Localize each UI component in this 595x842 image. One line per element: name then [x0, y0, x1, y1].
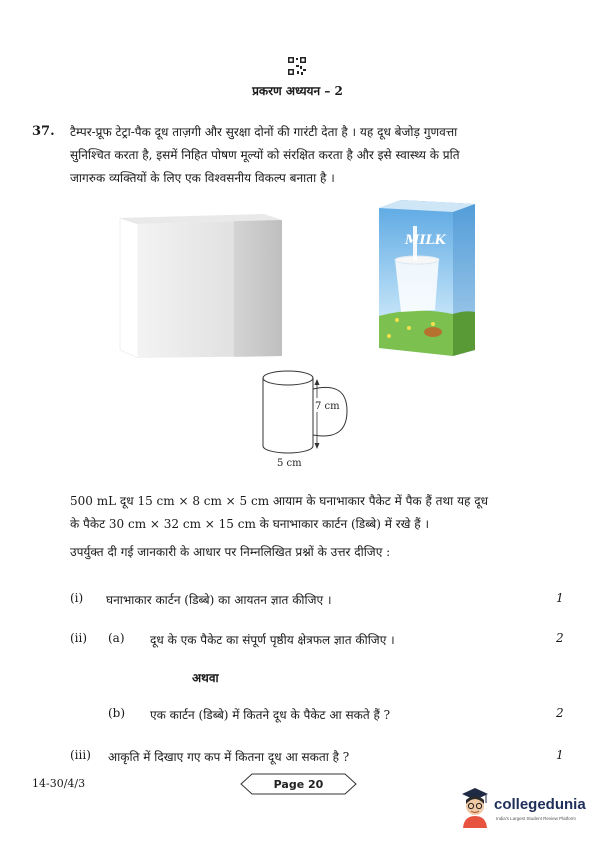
part-iii-label: (iii) [70, 748, 91, 762]
brand-name: collegedunia [494, 796, 586, 813]
milk-brand-text: MILK [405, 233, 446, 248]
part-ii-a-label: (a) [108, 631, 125, 645]
intro-line: सुनिश्चित करता है, इसमें निहित पोषण मूल्यों को संरक्षित करता है और इसे स्वास्थ्य के प्रति [70, 148, 460, 162]
brand-logo [458, 786, 588, 831]
data-line: के पैकेट 30 cm × 32 cm × 15 cm के घनाभाकार कार्टन (डिब्बे) में रखे हैं । [70, 517, 430, 531]
part-i-label: (i) [70, 591, 84, 605]
cup-height-label: 7 cm [315, 401, 340, 412]
instruction-text: उपर्युक्त दी गई जानकारी के आधार पर निम्नलिखित प्रश्नों के उत्तर दीजिए : [70, 545, 391, 559]
brand-tagline: India's Largest Student Review Platform [496, 816, 576, 821]
part-iii-marks: 1 [556, 748, 564, 762]
question-number: 37. [32, 124, 55, 139]
page-number-badge [240, 773, 357, 795]
part-i-text: घनाभाकार कार्टन (डिब्बे) का आयतन ज्ञात कीजिए । [106, 593, 332, 607]
part-iii-text: आकृति में दिखाए गए कप में कितना दूध आ सकता है ? [108, 750, 350, 764]
intro-line: जागरुक व्यक्तियों के लिए एक विश्वसनीय विकल्प बनाता है । [70, 171, 335, 185]
part-ii-a-text: दूध के एक पैकेट का संपूर्ण पृष्ठीय क्षेत्रफल ज्ञात कीजिए । [150, 633, 395, 647]
milk-packet-data [70, 490, 560, 536]
paper-code: 14-30/4/3 [32, 777, 86, 790]
carton-box-image [114, 210, 286, 360]
case-study-title: प्रकरण अध्ययन – 2 [252, 84, 343, 98]
page-number: Page 20 [273, 778, 324, 791]
qr-code-icon [287, 56, 307, 76]
part-ii-b-text: एक कार्टन (डिब्बे) में कितने दूध के पैकेट आ सकते हैं ? [150, 708, 391, 722]
part-i-marks: 1 [556, 591, 564, 605]
student-avatar-icon [458, 786, 492, 828]
part-ii-label: (ii) [70, 631, 88, 645]
cup-diameter-label: 5 cm [277, 458, 302, 469]
or-separator: अथवा [192, 671, 219, 685]
data-line: 500 mL दूध 15 cm × 8 cm × 5 cm आयाम के घनाभाकार पैकेट में पैक हैं तथा यह दूध [70, 494, 488, 508]
part-ii-b-marks: 2 [556, 706, 564, 720]
question-intro [70, 121, 560, 190]
cylinder-cup-diagram [255, 367, 355, 477]
intro-line: टैम्पर-प्रूफ टेट्रा-पैक दूध ताज़गी और सुरक्षा दोनों की गारंटी देता है । यह दूध बेजोड़ गुणवत्ता [70, 125, 458, 139]
milk-tetra-pack-image [375, 198, 477, 358]
part-ii-a-marks: 2 [556, 631, 564, 645]
part-ii-b-label: (b) [108, 706, 126, 720]
